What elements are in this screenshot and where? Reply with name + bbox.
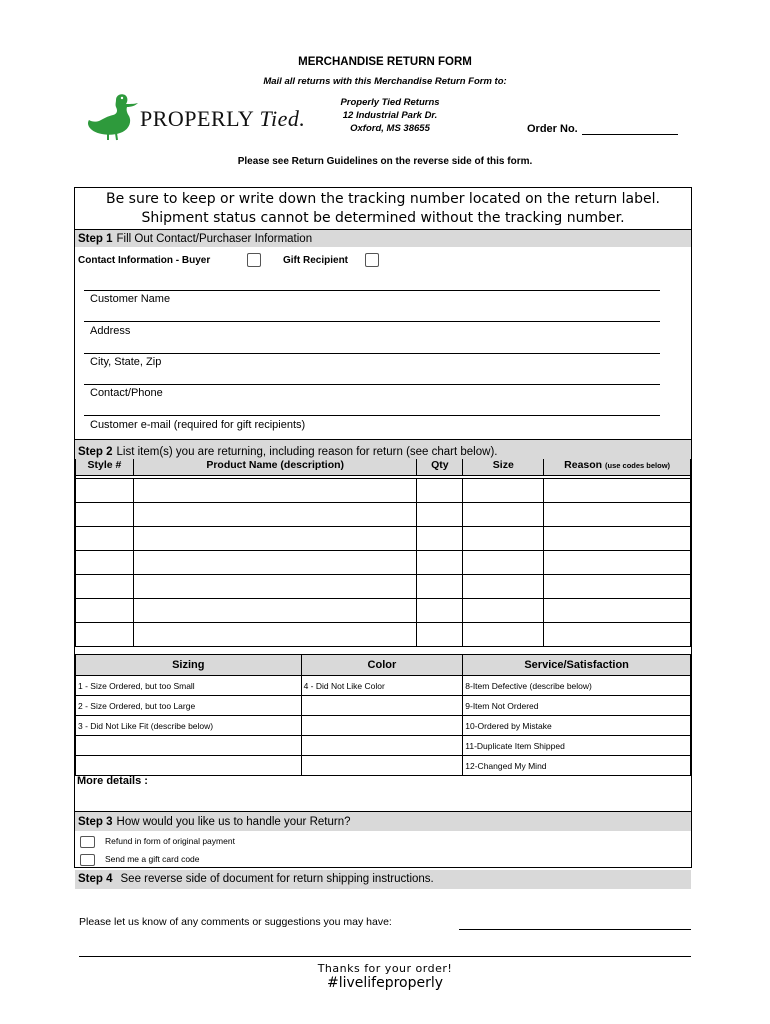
table-row[interactable] (76, 575, 691, 599)
table-row[interactable] (76, 599, 691, 623)
codes-row: 12-Changed My Mind (76, 756, 691, 776)
comments-line-2[interactable] (79, 956, 691, 957)
table-row[interactable] (76, 479, 691, 503)
codes-header-sizing: Sizing (76, 655, 302, 676)
col-qty: Qty (417, 459, 463, 476)
step2-header: Step 2 List item(s) you are returning, including reason for return (see chart below). (75, 439, 691, 459)
table-row[interactable] (76, 503, 691, 527)
codes-row: 11-Duplicate Item Shipped (76, 736, 691, 756)
comments-line-1[interactable] (459, 929, 691, 930)
form-title: MERCHANDISE RETURN FORM (298, 56, 472, 68)
codes-header-color: Color (301, 655, 463, 676)
address-label: Address (90, 325, 131, 337)
codes-header-service: Service/Satisfaction (463, 655, 691, 676)
step4-header: Step 4 See reverse side of document for return shipping instructions. (75, 870, 691, 889)
step1-header: Step 1 Fill Out Contact/Purchaser Information (75, 229, 691, 247)
comments-label: Please let us know of any comments or suggestions you may have: (79, 916, 392, 928)
contact-phone-label: Contact/Phone (90, 387, 163, 399)
table-row[interactable] (76, 551, 691, 575)
guidelines-note: Please see Return Guidelines on the reverse side of this form. (237, 156, 533, 167)
codes-row: 2 - Size Ordered, but too Large 9-Item Not Ordered (76, 696, 691, 716)
refund-option-label: Refund in form of original payment (105, 836, 235, 846)
codes-row: 3 - Did Not Like Fit (describe below) 10-Ordered by Mistake (76, 716, 691, 736)
refund-checkbox[interactable] (80, 836, 95, 848)
customer-name-line[interactable] (84, 290, 660, 291)
hashtag: #livelifeproperly (326, 975, 444, 991)
reason-codes-table (75, 654, 691, 776)
order-number-field[interactable]: Order No. (527, 123, 678, 135)
col-product: Product Name (description) (133, 459, 417, 476)
contact-phone-line[interactable] (84, 384, 660, 385)
col-style: Style # (76, 459, 134, 476)
thanks-message: Thanks for your order! (317, 962, 453, 975)
gift-card-option-label: Send me a gift card code (105, 854, 200, 864)
logo-wordmark: PROPERLY Tied. (140, 106, 306, 131)
properly-tied-logo (86, 92, 306, 142)
table-row[interactable] (76, 623, 691, 647)
gift-recipient-label: Gift Recipient (283, 255, 349, 266)
step3-header: Step 3 How would you like us to handle your Return? (75, 811, 691, 831)
city-state-zip-label: City, State, Zip (90, 356, 162, 368)
tracking-notice: Be sure to keep or write down the tracking number located on the return label. Shipment status cannot be determined without the tracking number. (106, 191, 660, 226)
more-details-field[interactable] (75, 792, 691, 810)
duck-icon (86, 92, 142, 142)
table-row[interactable] (76, 527, 691, 551)
more-details-label: More details : (77, 775, 148, 787)
col-size: Size (463, 459, 544, 476)
mail-instruction: Mail all returns with this Merchandise Return Form to: (263, 76, 507, 87)
codes-row: 1 - Size Ordered, but too Small 4 - Did Not Like Color 8-Item Defective (describe below) (76, 676, 691, 696)
customer-email-label: Customer e-mail (required for gift recipients) (90, 419, 306, 431)
city-state-zip-line[interactable] (84, 353, 660, 354)
col-reason: Reason (use codes below) (544, 459, 691, 476)
gift-recipient-checkbox[interactable] (365, 253, 379, 267)
buyer-checkbox[interactable] (247, 253, 261, 267)
customer-name-label: Customer Name (90, 293, 171, 305)
items-table (75, 459, 691, 647)
return-address: Properly Tied Returns 12 Industrial Park Dr. Oxford, MS 38655 (340, 97, 440, 134)
gift-card-checkbox[interactable] (80, 854, 95, 866)
customer-email-line[interactable] (84, 415, 660, 416)
address-line[interactable] (84, 321, 660, 322)
contact-buyer-label: Contact Information - Buyer (78, 255, 211, 266)
